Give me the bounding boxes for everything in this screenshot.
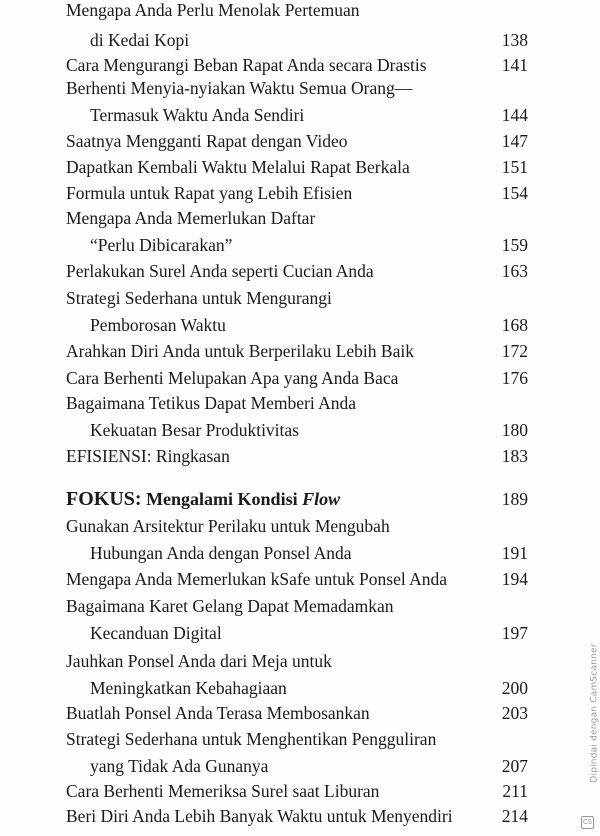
toc-entry bbox=[0, 675, 600, 701]
toc-page-number: 203 bbox=[501, 703, 528, 723]
toc-entry-title: Cara Berhenti Memeriksa Surel saat Liburan bbox=[66, 781, 380, 801]
toc-entry bbox=[0, 365, 600, 391]
toc-entry-title: Formula untuk Rapat yang Lebih Efisien bbox=[66, 183, 353, 203]
toc-entry-title: Termasuk Waktu Anda Sendiri bbox=[90, 105, 305, 125]
toc-entry bbox=[0, 566, 600, 592]
toc-page-number: 211 bbox=[502, 781, 528, 801]
toc-page-number: 172 bbox=[501, 341, 528, 361]
toc-entry bbox=[0, 27, 600, 53]
toc-entry-title: Mengapa Anda Memerlukan Daftar bbox=[66, 208, 316, 228]
toc-page-number: 197 bbox=[501, 623, 528, 643]
toc-entry bbox=[0, 180, 600, 206]
toc-entry bbox=[0, 128, 600, 154]
toc-entry-title: “Perlu Dibicarakan” bbox=[90, 235, 233, 255]
toc-page-number: 200 bbox=[501, 678, 528, 698]
section-heading bbox=[0, 486, 600, 512]
toc-entry-title: Dapatkan Kembali Waktu Melalui Rapat Berkala bbox=[66, 157, 410, 177]
toc-page-number: 168 bbox=[501, 315, 528, 335]
toc-entry-title: Pemborosan Waktu bbox=[90, 315, 226, 335]
section-heading-title-italic: Flow bbox=[302, 489, 341, 509]
toc-entry bbox=[0, 390, 600, 416]
toc-entry bbox=[0, 154, 600, 180]
scanner-watermark: Dipindai dengan CamScanner bbox=[589, 643, 600, 783]
toc-entry-title: Strategi Sederhana untuk Menghentikan Pengguliran bbox=[66, 729, 437, 749]
toc-page-number: 189 bbox=[501, 489, 528, 509]
toc-page-number: 138 bbox=[501, 30, 528, 50]
toc-page-number: 176 bbox=[501, 368, 528, 388]
toc-entry bbox=[0, 700, 600, 726]
toc-entry-title: Hubungan Anda dengan Ponsel Anda bbox=[90, 543, 352, 563]
toc-entry-title: di Kedai Kopi bbox=[90, 30, 190, 50]
toc-entry-title: yang Tidak Ada Gunanya bbox=[90, 756, 269, 776]
toc-entry bbox=[0, 232, 600, 258]
toc-page-number: 151 bbox=[501, 157, 528, 177]
toc-page-number: 144 bbox=[501, 105, 528, 125]
toc-page-number: 147 bbox=[501, 131, 528, 151]
toc-entry-title: Kecanduan Digital bbox=[90, 623, 222, 643]
section-heading-title: Mengalami Kondisi bbox=[146, 489, 298, 509]
toc-entry bbox=[0, 443, 600, 469]
toc-entry bbox=[0, 648, 600, 674]
toc-entry-title: Saatnya Mengganti Rapat dengan Video bbox=[66, 131, 348, 151]
toc-entry-title: Buatlah Ponsel Anda Terasa Membosankan bbox=[66, 703, 370, 723]
toc-entry-title: Berhenti Menyia-nyiakan Waktu Semua Orang— bbox=[66, 78, 413, 98]
toc-entry-title: Bagaimana Tetikus Dapat Memberi Anda bbox=[66, 393, 357, 413]
toc-entry-title: Arahkan Diri Anda untuk Berperilaku Lebih Baik bbox=[66, 341, 414, 361]
toc-entry bbox=[0, 285, 600, 311]
toc-entry bbox=[0, 540, 600, 566]
toc-entry-title: EFISIENSI: Ringkasan bbox=[66, 446, 230, 466]
toc-entry bbox=[0, 312, 600, 338]
toc-page-number: 183 bbox=[501, 446, 528, 466]
toc-entry bbox=[0, 205, 600, 231]
section-heading-label: FOKUS: bbox=[66, 488, 142, 510]
toc-entry-title: Kekuatan Besar Produktivitas bbox=[90, 420, 299, 440]
toc-entry-title: Mengapa Anda Memerlukan kSafe untuk Ponsel Anda bbox=[66, 569, 448, 589]
toc-entry-title: Cara Mengurangi Beban Rapat Anda secara Drastis bbox=[66, 55, 427, 75]
toc-entry bbox=[0, 513, 600, 539]
toc-entry bbox=[0, 593, 600, 619]
toc-page-number: 141 bbox=[501, 55, 528, 75]
toc-page-number: 194 bbox=[501, 569, 528, 589]
camscanner-icon: CS bbox=[581, 816, 594, 829]
toc-entry bbox=[0, 75, 600, 101]
toc-entry-title: Beri Diri Anda Lebih Banyak Waktu untuk Menyendiri bbox=[66, 806, 453, 826]
toc-entry bbox=[0, 258, 600, 284]
toc-entry bbox=[0, 0, 600, 23]
toc-page-number: 180 bbox=[501, 420, 528, 440]
toc-entry bbox=[0, 803, 600, 829]
toc-page-number: 191 bbox=[501, 543, 528, 563]
toc-page-number: 163 bbox=[501, 261, 528, 281]
toc-entry-title: Bagaimana Karet Gelang Dapat Memadamkan bbox=[66, 596, 394, 616]
toc-entry bbox=[0, 102, 600, 128]
toc-entry bbox=[0, 778, 600, 804]
toc-entry-title: Gunakan Arsitektur Perilaku untuk Mengubah bbox=[66, 516, 390, 536]
toc-entry-title: Cara Berhenti Melupakan Apa yang Anda Baca bbox=[66, 368, 399, 388]
toc-entry bbox=[0, 338, 600, 364]
toc-entry-title: Jauhkan Ponsel Anda dari Meja untuk bbox=[66, 651, 332, 671]
toc-page-number: 207 bbox=[501, 756, 528, 776]
toc-entry bbox=[0, 753, 600, 779]
toc-entry-title: Meningkatkan Kebahagiaan bbox=[90, 678, 287, 698]
toc-entry-title: Mengapa Anda Perlu Menolak Pertemuan bbox=[66, 0, 360, 20]
toc-page-number: 214 bbox=[501, 806, 528, 826]
toc-entry-title: Perlakukan Surel Anda seperti Cucian Anda bbox=[66, 261, 374, 281]
toc-page-number: 159 bbox=[501, 235, 528, 255]
toc-entry bbox=[0, 620, 600, 646]
toc-entry bbox=[0, 417, 600, 443]
toc-entry-title: Strategi Sederhana untuk Mengurangi bbox=[66, 288, 332, 308]
toc-entry bbox=[0, 726, 600, 752]
toc-page-number: 154 bbox=[501, 183, 528, 203]
